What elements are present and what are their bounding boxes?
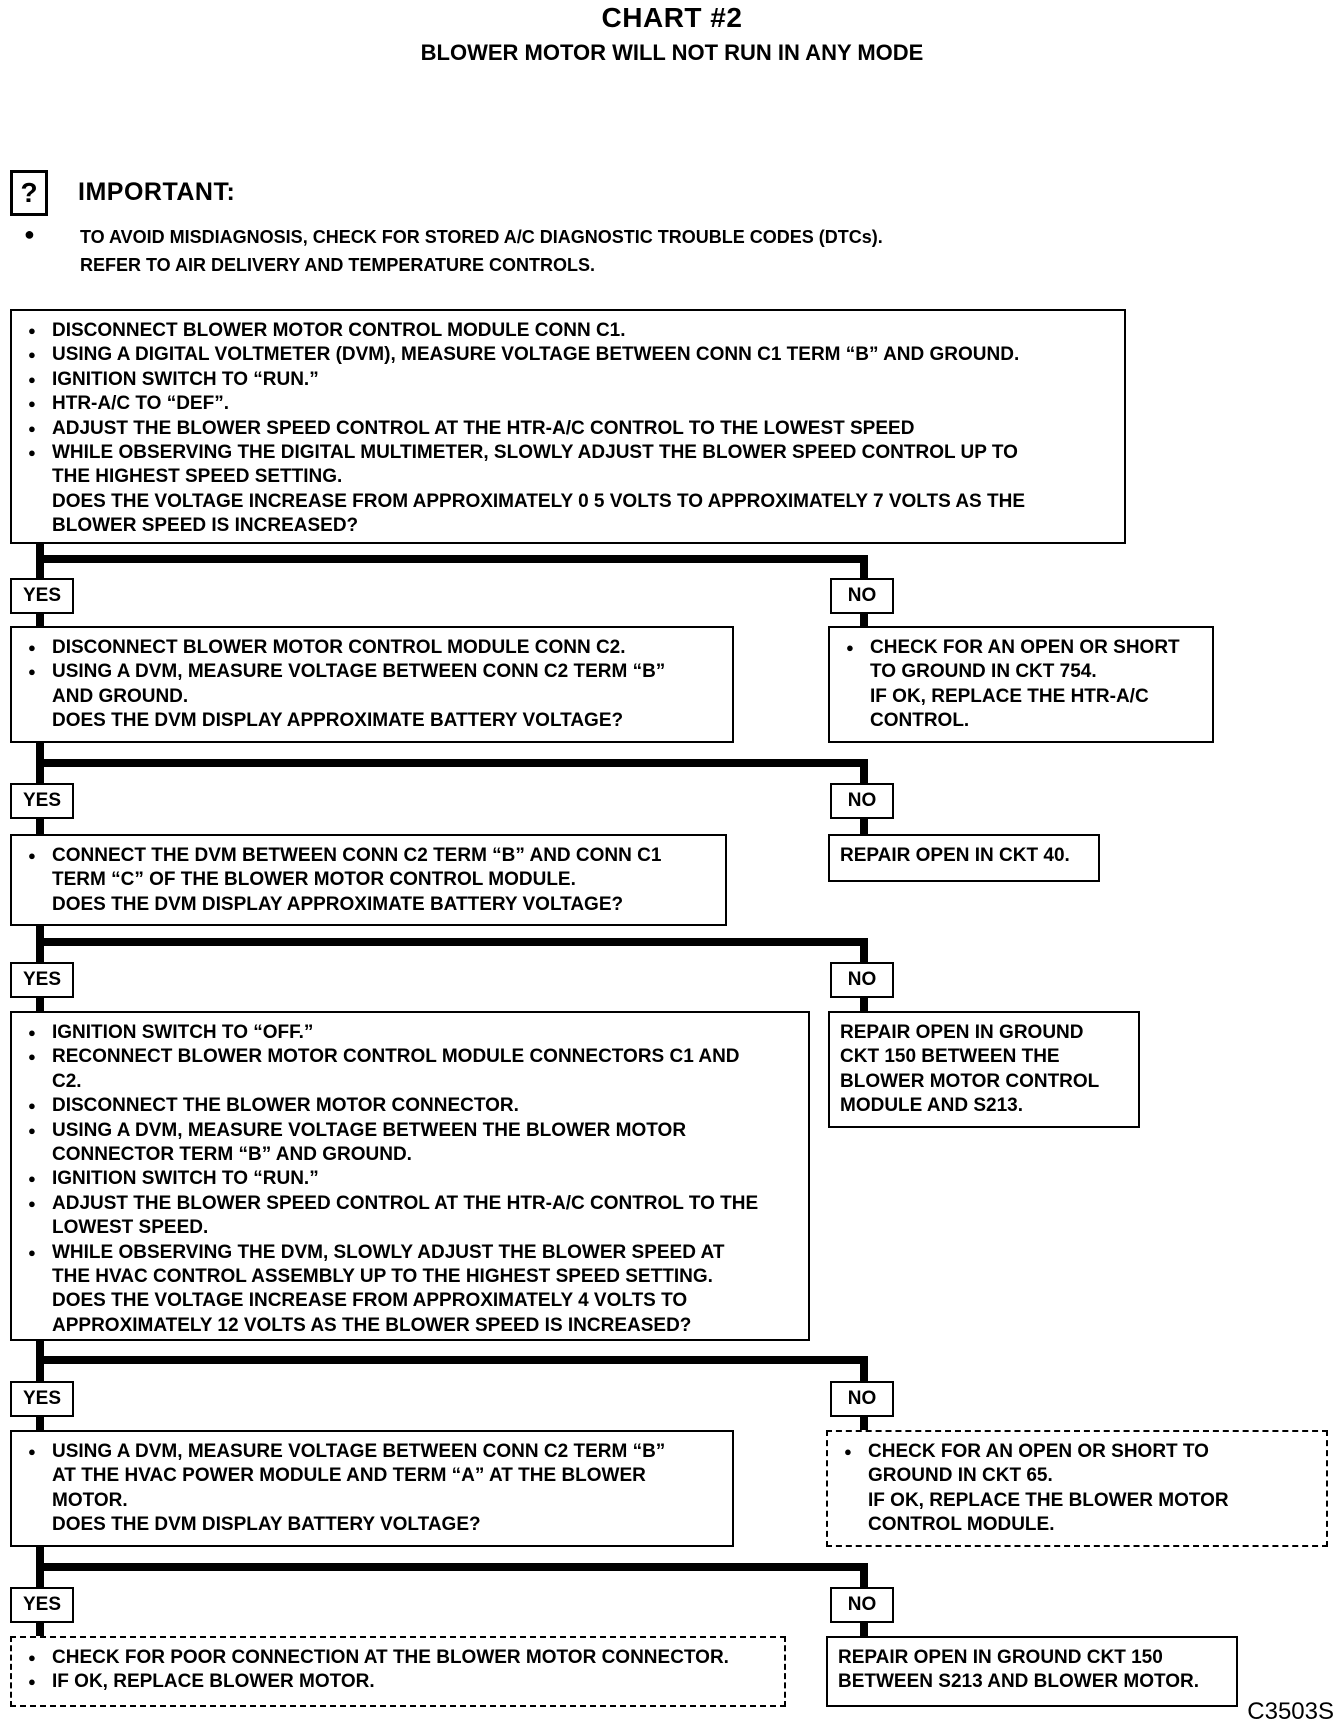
figure-code: C3503S xyxy=(1247,1698,1334,1725)
connector-line xyxy=(860,938,868,964)
chart-title: CHART #2 xyxy=(601,2,743,33)
step-4-line: ● IGNITION SWITCH TO “OFF.” xyxy=(22,1021,798,1045)
step-2-question xyxy=(10,626,734,743)
step-4-line: ● ADJUST THE BLOWER SPEED CONTROL AT THE HTR-A/C CONTROL TO THE xyxy=(22,1192,798,1216)
important-heading: IMPORTANT: xyxy=(78,178,236,206)
step-3-line: TERM “C” OF THE BLOWER MOTOR CONTROL MODULE. xyxy=(52,869,576,891)
step-4-line: THE HVAC CONTROL ASSEMBLY UP TO THE HIGHEST SPEED SETTING. xyxy=(52,1266,713,1288)
step-2-no-result xyxy=(828,834,1100,882)
important-bullet: ● xyxy=(24,224,35,244)
result-line: BLOWER MOTOR CONTROL xyxy=(840,1070,1100,1092)
important-line-2: REFER TO AIR DELIVERY AND TEMPERATURE CONTROLS. xyxy=(80,255,596,275)
final-line: ● CHECK FOR POOR CONNECTION AT THE BLOWER MOTOR CONNECTOR. xyxy=(22,1646,774,1670)
step-1-question xyxy=(10,309,1126,544)
result-line: CONTROL MODULE. xyxy=(868,1514,1055,1536)
result-line: MODULE AND S213. xyxy=(840,1095,1023,1117)
step-1-line: ● DISCONNECT BLOWER MOTOR CONTROL MODULE CONN C1. xyxy=(22,319,1114,343)
step-5-line: AT THE HVAC POWER MODULE AND TERM “A” AT THE BLOWER xyxy=(52,1465,646,1487)
result-line: REPAIR OPEN IN GROUND CKT 150 xyxy=(838,1647,1163,1668)
result-line: CKT 150 BETWEEN THE xyxy=(840,1046,1060,1068)
step-2-line: ● USING A DVM, MEASURE VOLTAGE BETWEEN CONN C2 TERM “B” xyxy=(22,660,722,684)
no-label: NO xyxy=(830,1381,894,1417)
step-4-question xyxy=(10,1011,810,1341)
step-4-line: CONNECTOR TERM “B” AND GROUND. xyxy=(52,1144,412,1166)
step-5-question xyxy=(10,1430,734,1547)
step-4-line: ● IGNITION SWITCH TO “RUN.” xyxy=(22,1167,798,1191)
connector-line xyxy=(860,1563,868,1589)
no-label: NO xyxy=(830,1587,894,1623)
step-1-line: ● USING A DIGITAL VOLTMETER (DVM), MEASURE VOLTAGE BETWEEN CONN C1 TERM “B” AND GROUND. xyxy=(22,343,1114,367)
step-1-no-result xyxy=(828,626,1214,743)
step-2-line: ● DISCONNECT BLOWER MOTOR CONTROL MODULE CONN C2. xyxy=(22,636,722,660)
no-label: NO xyxy=(830,962,894,998)
step-3-line: DOES THE DVM DISPLAY APPROXIMATE BATTERY VOLTAGE? xyxy=(52,893,624,915)
step-5-no-result xyxy=(826,1636,1238,1707)
step-5-line: MOTOR. xyxy=(52,1489,128,1511)
connector-line xyxy=(860,555,868,580)
step-4-line: APPROXIMATELY 12 VOLTS AS THE BLOWER SPEED IS INCREASED? xyxy=(52,1314,692,1336)
yes-label: YES xyxy=(10,578,74,614)
step-1-line: ● ADJUST THE BLOWER SPEED CONTROL AT THE HTR-A/C CONTROL TO THE LOWEST SPEED xyxy=(22,417,1114,441)
step-4-no-result xyxy=(826,1430,1328,1547)
branch-line xyxy=(36,938,868,946)
chart-subtitle: BLOWER MOTOR WILL NOT RUN IN ANY MODE xyxy=(420,40,924,65)
step-4-line: ● USING A DVM, MEASURE VOLTAGE BETWEEN THE BLOWER MOTOR xyxy=(22,1119,798,1143)
result-line: ● CHECK FOR AN OPEN OR SHORT xyxy=(840,636,1202,660)
step-2-line: AND GROUND. xyxy=(52,685,189,707)
step-3-question xyxy=(10,834,727,926)
step-4-line: DOES THE VOLTAGE INCREASE FROM APPROXIMATELY 4 VOLTS TO xyxy=(52,1290,688,1312)
step-4-line: ● WHILE OBSERVING THE DVM, SLOWLY ADJUST THE BLOWER SPEED AT xyxy=(22,1241,798,1265)
connector-line xyxy=(860,759,868,785)
yes-label: YES xyxy=(10,783,74,819)
connector-line xyxy=(860,1356,868,1383)
step-4-line: ● RECONNECT BLOWER MOTOR CONTROL MODULE CONNECTORS C1 AND xyxy=(22,1045,798,1069)
step-1-line: ● IGNITION SWITCH TO “RUN.” xyxy=(22,368,1114,392)
result-line: IF OK, REPLACE THE BLOWER MOTOR xyxy=(868,1489,1229,1511)
step-5-line: DOES THE DVM DISPLAY BATTERY VOLTAGE? xyxy=(52,1514,481,1536)
result-line: TO GROUND IN CKT 754. xyxy=(870,661,1097,683)
caution-icon: ? xyxy=(10,170,48,216)
step-1-line: DOES THE VOLTAGE INCREASE FROM APPROXIMATELY 0 5 VOLTS TO APPROXIMATELY 7 VOLTS AS THE xyxy=(52,490,1026,512)
result-line: ● CHECK FOR AN OPEN OR SHORT TO xyxy=(838,1440,1316,1464)
step-1-line: BLOWER SPEED IS INCREASED? xyxy=(52,515,359,537)
branch-line xyxy=(36,555,868,563)
result-line: BETWEEN S213 AND BLOWER MOTOR. xyxy=(838,1671,1200,1693)
no-label: NO xyxy=(830,578,894,614)
final-action xyxy=(10,1636,786,1707)
branch-line xyxy=(36,1356,868,1364)
result-line: REPAIR OPEN IN GROUND xyxy=(840,1022,1084,1043)
step-1-line: THE HIGHEST SPEED SETTING. xyxy=(52,466,343,488)
yes-label: YES xyxy=(10,1587,74,1623)
yes-label: YES xyxy=(10,1381,74,1417)
step-4-line: C2. xyxy=(52,1070,82,1092)
result-line: IF OK, REPLACE THE HTR-A/C xyxy=(870,685,1149,707)
step-5-line: ● USING A DVM, MEASURE VOLTAGE BETWEEN CONN C2 TERM “B” xyxy=(22,1440,722,1464)
important-note xyxy=(80,223,883,279)
step-4-line: ● DISCONNECT THE BLOWER MOTOR CONNECTOR. xyxy=(22,1094,798,1118)
result-line: REPAIR OPEN IN CKT 40. xyxy=(840,845,1070,866)
branch-line xyxy=(36,1563,868,1571)
result-line: GROUND IN CKT 65. xyxy=(868,1465,1053,1487)
result-line: CONTROL. xyxy=(870,710,970,732)
step-4-line: LOWEST SPEED. xyxy=(52,1217,209,1239)
step-3-line: ● CONNECT THE DVM BETWEEN CONN C2 TERM “B” AND CONN C1 xyxy=(22,844,715,868)
final-line: ● IF OK, REPLACE BLOWER MOTOR. xyxy=(22,1670,774,1694)
step-3-no-result xyxy=(828,1011,1140,1128)
no-label: NO xyxy=(830,783,894,819)
step-1-line: ● HTR-A/C TO “DEF”. xyxy=(22,392,1114,416)
important-line-1: TO AVOID MISDIAGNOSIS, CHECK FOR STORED A/C DIAGNOSTIC TROUBLE CODES (DTCs). xyxy=(80,227,883,247)
step-2-line: DOES THE DVM DISPLAY APPROXIMATE BATTERY VOLTAGE? xyxy=(52,710,624,732)
yes-label: YES xyxy=(10,962,74,998)
branch-line xyxy=(36,759,868,767)
step-1-line: ● WHILE OBSERVING THE DIGITAL MULTIMETER, SLOWLY ADJUST THE BLOWER SPEED CONTROL UP TO xyxy=(22,441,1114,465)
